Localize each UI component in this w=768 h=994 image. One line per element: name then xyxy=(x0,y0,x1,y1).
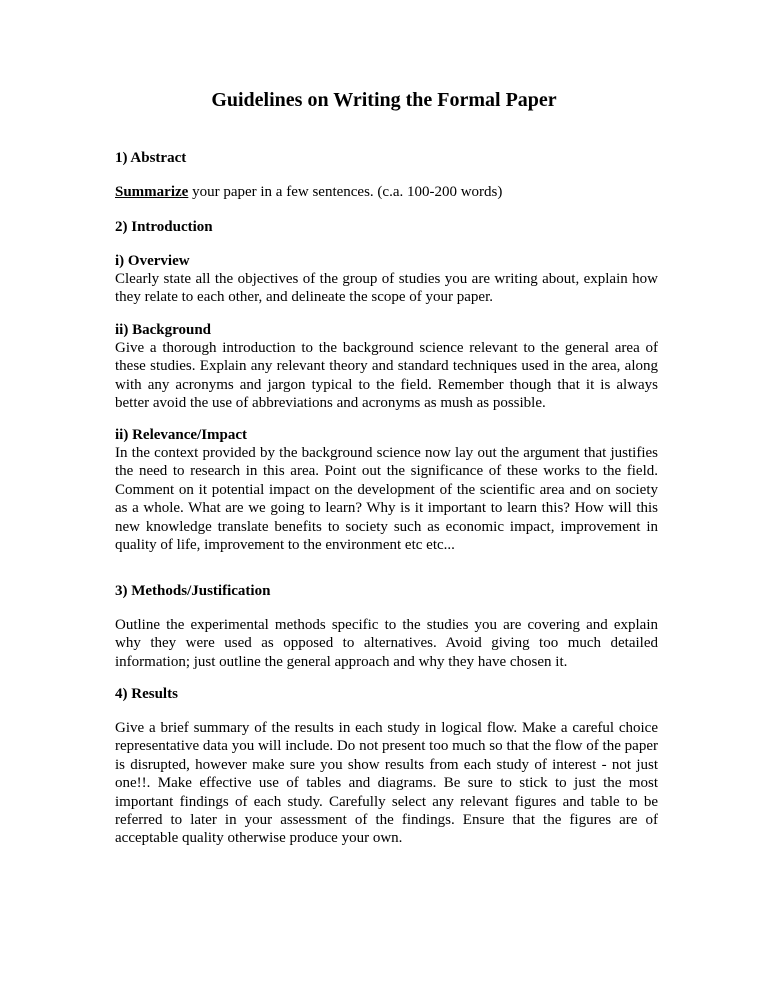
overview-paragraph: Clearly state all the objectives of the group of studies you are writing about, explain how they relate to each other, and delineate the scope of your paper. xyxy=(115,271,658,306)
background-paragraph: Give a thorough introduction to the background science relevant to the general area of these studies. Explain any relevant theory and standard techniques used in the area, along with any acronyms and jargon typical to the field. Remember though that it is always better avoid the use of abbreviations and acronyms as mush as possible. xyxy=(115,340,658,412)
subsection-heading-background: ii) Background xyxy=(115,322,211,338)
section-heading-methods: 3) Methods/Justification xyxy=(115,583,271,599)
results-paragraph: Give a brief summary of the results in each study in logical flow. Make a careful choice representative data you will include. Do not present too much so that the flow of the paper is disrupted, however make sure you show results from each study of interest - not just one!!. Make effective use of tables and diagrams. Be sure to stick to just the most important findings of each study. Carefully select any relevant figures and table to be referred to later in your assessment of the findings. Ensure that the figures are of acceptable quality otherwise produce your own. xyxy=(115,720,658,847)
subsection-heading-relevance: ii) Relevance/Impact xyxy=(115,427,248,443)
relevance-paragraph: In the context provided by the background science now lay out the argument that justifies the need to research in this area. Point out the significance of these works to the field. Comment on it potential impact on the development of the scientific area and on society as a whole. What are we going to learn? Why is it important to learn this? How will this new knowledge translate benefits to society such as economic impact, improvement in quality of life, improvement to the environment etc etc... xyxy=(115,445,658,554)
section-heading-results: 4) Results xyxy=(115,686,178,702)
abstract-lead-word: Summarize xyxy=(115,184,189,200)
subsection-heading-overview: i) Overview xyxy=(115,253,190,269)
document-title: Guidelines on Writing the Formal Paper xyxy=(211,89,557,111)
abstract-text: your paper in a few sentences. (c.a. 100-200 words) xyxy=(188,184,503,200)
abstract-paragraph xyxy=(115,183,658,201)
section-heading-abstract: 1) Abstract xyxy=(115,150,187,166)
methods-paragraph: Outline the experimental methods specific to the studies you are covering and explain why they were used as opposed to alternatives. Avoid giving too much detailed information; just outline the general approach and why they have chosen it. xyxy=(115,617,658,670)
section-heading-introduction: 2) Introduction xyxy=(115,219,213,235)
